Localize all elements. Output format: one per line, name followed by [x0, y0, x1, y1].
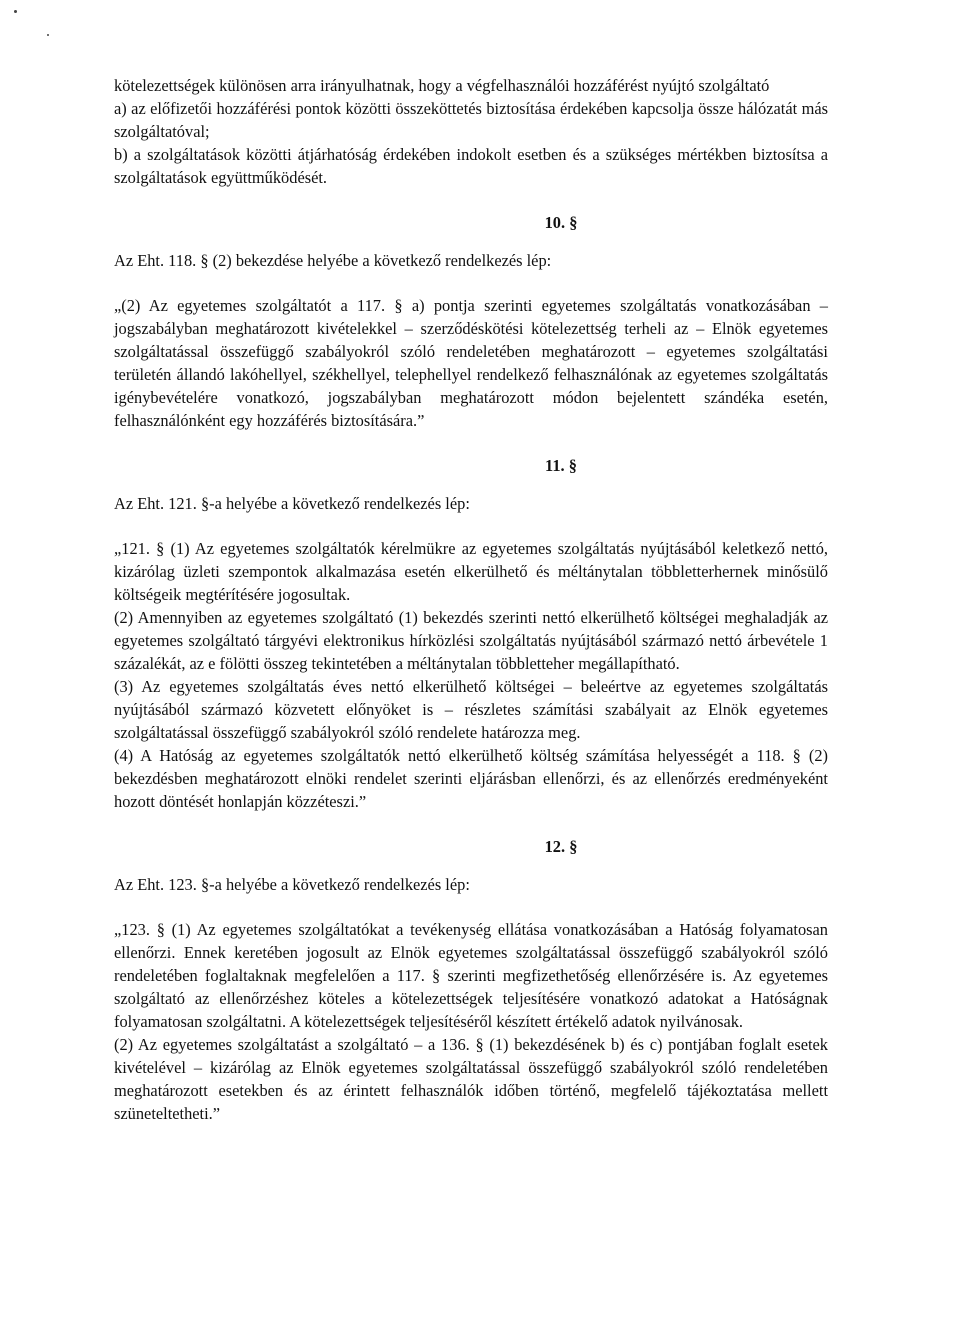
section-paragraph-12-1: „123. § (1) Az egyetemes szolgáltatókat a tevékenység ellátása vonatkozásában a Hatóság folyamatosan ellenőrzi. Ennek keretében jogosult az Elnök egyetemes szolgáltatással összefüggő szabályokról szóló rendeletében foglaltaknak megfelelően a 117. § szerinti megfizethetőség ellenőrzésére is. Az egyetemes szolgáltató az ellenőrzéshez köteles a kötelezettségek teljesítésére vonatkozó adatokat a Hatóságnak folyamatosan szolgáltatni. A kötelezettségek teljesítéséről készített értékelő adatok nyilvánosak. — [114, 920, 828, 1031]
scan-speck — [14, 10, 17, 13]
section-paragraph-11-4: (4) A Hatóság az egyetemes szolgáltatók nettó elkerülhető költség számítása helyességét a 118. § (2) bekezdésben meghatározott elnöki rendelet szerinti eljárásban ellenőrzi, és az ellenőrzés eredményeként hozott döntését honlapján közzéteszi.” — [114, 746, 828, 811]
section-intro-11: Az Eht. 121. §-a helyébe a következő rendelkezés lép: — [114, 494, 470, 513]
paragraph: kötelezettségek különösen arra irányulhatnak, hogy a végfelhasználói hozzáférést nyújtó szolgáltató — [114, 76, 770, 95]
section-title-11: 11. § — [545, 456, 577, 475]
section-paragraph-11-2: (2) Amennyiben az egyetemes szolgáltató (1) bekezdés szerinti nettó elkerülhető költségei meghaladják az egyetemes szolgáltató tárgyévi elektronikus hírközlési szolgáltatás nyújtásából származó nettó árbevétele 1 százalékát, az e fölötti összeg tekintetében a méltánytalan többletteher megállapítható. — [114, 608, 828, 673]
section-paragraph-11-1: „121. § (1) Az egyetemes szolgáltatók kérelmükre az egyetemes szolgáltatás nyújtásából keletkező nettó, kizárólag üzleti szempontok alkalmazása esetén elkerülhető és méltánytalan többletterhernek minősülő költségeik megtérítésére jogosultak. — [114, 539, 828, 604]
section-title-12: 12. § — [544, 837, 578, 856]
scan-speck — [47, 34, 49, 36]
list-item-b: b) a szolgáltatások közötti átjárhatóság érdekében indokolt esetben és a szükséges mértékben biztosítsa a szolgáltatások együttműködését. — [114, 145, 828, 187]
section-intro-10: Az Eht. 118. § (2) bekezdése helyébe a következő rendelkezés lép: — [114, 251, 552, 270]
section-text-10: „(2) Az egyetemes szolgáltatót a 117. § a) pontja szerinti egyetemes szolgáltatás vonatkozásában – jogszabályban meghatározott kivételekkel – szerződéskötési kötelezettség terheli az – Elnök egyetemes szolgáltatással összefüggő szabályokról szóló rendeletében meghatározott – egyetemes szolgáltatási területén állandó lakóhellyel, székhellyel, telephellyel rendelkező felhasználónak az egyetemes szolgáltatás igénybevételére vonatkozó, jogszabályban meghatározott módon bejelentett szándéka esetén, felhasználónként egy hozzáférés biztosítására.” — [114, 296, 828, 430]
section-intro-12: Az Eht. 123. §-a helyébe a következő rendelkezés lép: — [114, 875, 470, 894]
section-paragraph-11-3: (3) Az egyetemes szolgáltatás éves nettó elkerülhető költségei – beleértve az egyetemes szolgáltatás nyújtásából származó közvetett előnyöket is – részletes számítási szabályait az Elnök egyetemes szolgáltatással összefüggő szabályokról szóló rendelete határozza meg. — [114, 677, 828, 742]
section-title-10: 10. § — [544, 213, 578, 232]
document-page — [114, 74, 828, 1125]
list-item-a: a) az előfizetői hozzáférési pontok közötti összeköttetés biztosítása érdekében kapcsolja össze hálózatát más szolgáltatóval; — [114, 99, 828, 141]
section-paragraph-12-2: (2) Az egyetemes szolgáltatást a szolgáltató – a 136. § (1) bekezdésének b) és c) pontjában foglalt esetek kivételével – kizárólag az Elnök egyetemes szolgáltatással összefüggő szabályokról szóló rendeletében meghatározott esetekben és az érintett felhasználók időben történő, megfelelő tájékoztatása mellett szüneteltetheti.” — [114, 1035, 828, 1123]
